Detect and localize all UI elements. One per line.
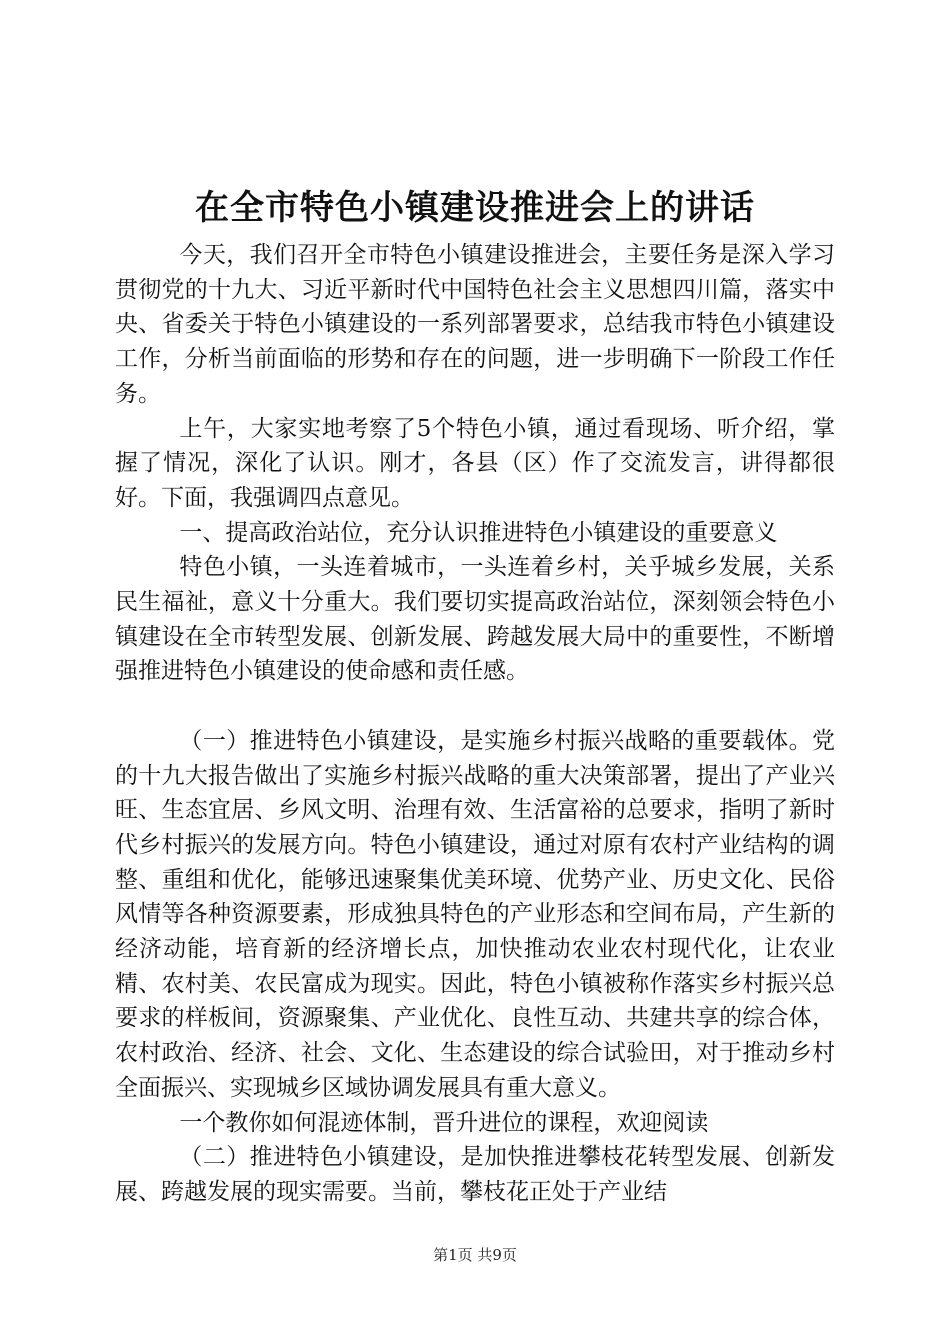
paragraph-point-two: （二）推进特色小镇建设，是加快推进攀枝花转型发展、创新发展、跨越发展的现实需要。当前，攀枝花正处于产业结 [115,1144,835,1205]
paragraph-point-one: （一）推进特色小镇建设，是实施乡村振兴战略的重要载体。党的十九大报告做出了实施乡村振兴战略的重大决策部署，提出了产业兴旺、生态宜居、乡风文明、治理有效、生活富裕的总要求，指明了新时代乡村振兴的发展方向。特色小镇建设，通过对原有农村产业结构的调整、重组和优化，能够迅速聚集优美环境、优势产业、历史文化、民俗风情等各种资源要素，形成独具特色的产业形态和空间布局，产生新的经济动能，培育新的经济增长点，加快推动农业农村现代化，让农业精、农村美、农民富成为现实。因此，特色小镇被称作落实乡村振兴总要求的样板间，资源聚集、产业优化、良性互动、共建共享的综合体，农村政治、经济、社会、文化、生态建设的综合试验田，对于推动乡村全面振兴、实现城乡区域协调发展具有重大意义。 [115,727,835,1101]
paragraph-intro: 今天，我们召开全市特色小镇建设推进会，主要任务是深入学习贯彻党的十九大、习近平新时代中国特色社会主义思想四川篇，落实中央、省委关于特色小镇建设的一系列部署要求，总结我市特色小镇建设工作，分析当前面临的形势和存在的问题，进一步明确下一阶段工作任务。 [115,242,835,407]
section-heading-one: 一、提高政治站位，充分认识推进特色小镇建设的重要意义 [179,519,778,546]
page-number-footer: 第1页 共9页 [433,1246,517,1264]
paragraph-morning-inspection: 上午，大家实地考察了5个特色小镇，通过看现场、听介绍，掌握了情况，深化了认识。刚才，各县（区）作了交流发言，讲得都很好。下面，我强调四点意见。 [115,415,835,511]
paragraph-significance: 特色小镇，一头连着城市，一头连着乡村，关乎城乡发展，关系民生福祉，意义十分重大。我们要切实提高政治站位，深刻领会特色小镇建设在全市转型发展、创新发展、跨越发展大局中的重要性，不断增强推进特色小镇建设的使命感和责任感。 [115,554,835,685]
promo-line: 一个教你如何混迹体制，晋升进位的课程，欢迎阅读 [179,1109,709,1136]
page-title: 在全市特色小镇建设推进会上的讲话 [195,188,755,228]
document-body [115,238,835,1210]
